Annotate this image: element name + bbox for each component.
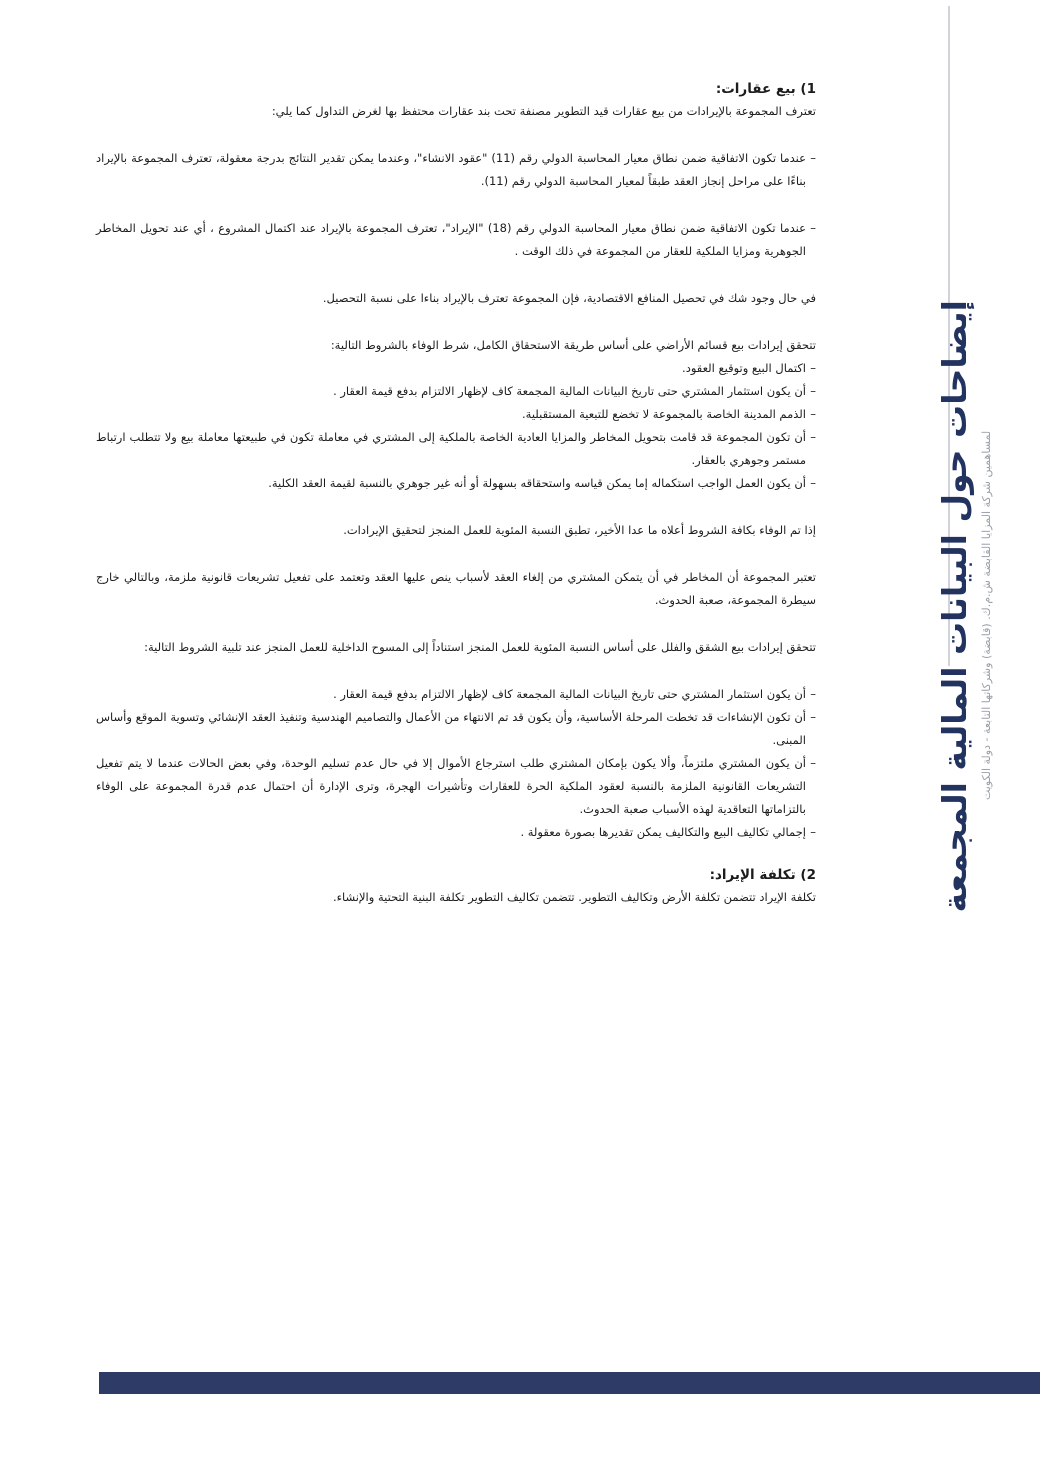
list-item: –أن يكون استثمار المشتري حتى تاريخ البيانات المالية المجمعة كاف لإظهار الالتزام بدفع قيمة العقار . <box>333 687 816 701</box>
sidebar-title: إيضاحات حول البيانات المالية المجمعة <box>935 300 974 913</box>
list-item: –الذمم المدينة الخاصة بالمجموعة لا تخضع للتبعية المستقبلية. <box>522 407 816 421</box>
paragraph-cost-of-revenue: تكلفة الإيراد تتضمن تكلفة الأرض وتكاليف التطوير. تتضمن تكاليف التطوير تكلفة البنية التحتية والإنشاء. <box>332 890 816 904</box>
paragraph-intro: تعترف المجموعة بالإيرادات من بيع عقارات قيد التطوير مصنفة تحت بند عقارات محتفظ بها لغرض التداول كما يلي: <box>271 104 816 118</box>
paragraph-land-intro: تتحقق إيرادات بيع قسائم الأراضي على أساس طريقة الاستحقاق الكامل، شرط الوفاء بالشروط التالية: <box>330 338 816 352</box>
list-item: –اكتمال البيع وتوقيع العقود. <box>682 361 816 375</box>
list-item: –أن يكون استثمار المشتري حتى تاريخ البيانات المالية المجمعة كاف لإظهار الالتزام بدفع قيمة العقار . <box>333 384 816 398</box>
footer-bar <box>99 1372 1040 1394</box>
paragraph-risk: تعتبر المجموعة أن المخاطر في أن يتمكن المشتري من إلغاء العقد لأسباب ينص عليها العقد وتعتمد على تفعيل تشريعات قانونية ملزمة، وبالتالي خارج سيطرة المجموعة، صعبة الحدوث. <box>96 570 816 607</box>
list-item: –أن يكون المشتري ملتزماً، وألا يكون بإمكان المشتري طلب استرجاع الأموال إلا في حال عدم تسليم الوحدة، وفي بعض الحالات عندما لا يتم تفعيل التشريعات القانونية الملزمة بالنسبة لعقود الملكية الحرة للعقارات وتأشيرات الهجرة، وترى الإدارة أن احتمال عدم قدرة المجموعة على الوفاء بالتزاماتها التعاقدية لهذه الأسباب صعبة الحدوث. <box>96 756 816 816</box>
section-heading-cost-of-revenue: 2) تكلفة الإيراد: <box>709 867 816 883</box>
list-item: –أن يكون العمل الواجب استكماله إما يمكن قياسه واستحقاقه بسهولة أو أنه غير جوهري بالنسبة لقيمة العقد الكلية. <box>268 476 816 490</box>
section-heading-sale-of-properties: 1) بيع عقارات: <box>715 81 816 97</box>
sidebar-subtitle: لمساهمين شركة المزايا القابضة ش.م.ك. (قابضة) وشركاتها التابعة - دولة الكويت <box>980 430 993 800</box>
sidebar <box>932 300 1016 913</box>
list-item-ias18: –عندما تكون الاتفاقية ضمن نطاق معيار المحاسبة الدولي رقم (18) "الإيراد"، تعترف المجموعة بالإيراد عند اكتمال المشروع ، أي عند تحويل المخاطر الجوهرية ومزايا الملكية للعقار من المجموعة في ذلك الوقت . <box>96 221 816 258</box>
list-item: –أن تكون الإنشاءات قد تخطت المرحلة الأساسية، وأن يكون قد تم الانتهاء من الأعمال والتصاميم الهندسية وتنفيذ العقد الإنشائي وتسوية الموقع وأساس المبنى. <box>96 710 816 747</box>
paragraph-collection-doubt: في حال وجود شك في تحصيل المنافع الاقتصادية، فإن المجموعة تعترف بالإيراد بناءا على نسبة التحصيل. <box>322 291 816 305</box>
document-body <box>96 78 816 909</box>
sidebar-title-block <box>932 300 1016 913</box>
paragraph-all-met: إذا تم الوفاء بكافة الشروط أعلاه ما عدا الأخير، تطبق النسبة المئوية للعمل المنجز لتحقيق الإيرادات. <box>343 523 816 537</box>
list-item: –أن تكون المجموعة قد قامت بتحويل المخاطر والمزايا العادية الخاصة بالملكية إلى المشتري في معاملة تكون في طبيعتها معاملة بيع ولا تتطلب ارتباط مستمر وجوهري بالعقار. <box>96 430 816 467</box>
list-item-ias11: –عندما تكون الاتفاقية ضمن نطاق معيار المحاسبة الدولي رقم (11) "عقود الانشاء"، وعندما يمكن تقدير النتائج بدرجة معقولة، تعترف المجموعة بالإيراد بناءًا على مراحل إنجاز العقد طبقاً لمعيار المحاسبة الدولي رقم (11). <box>96 151 817 188</box>
paragraph-apartments-intro: تتحقق إيرادات بيع الشقق والفلل على أساس النسبة المئوية للعمل المنجز استناداً إلى المسوح الداخلية للعمل المنجز عند تلبية الشروط التالية: <box>144 640 816 654</box>
list-item: –إجمالي تكاليف البيع والتكاليف يمكن تقديرها بصورة معقولة . <box>520 825 816 839</box>
